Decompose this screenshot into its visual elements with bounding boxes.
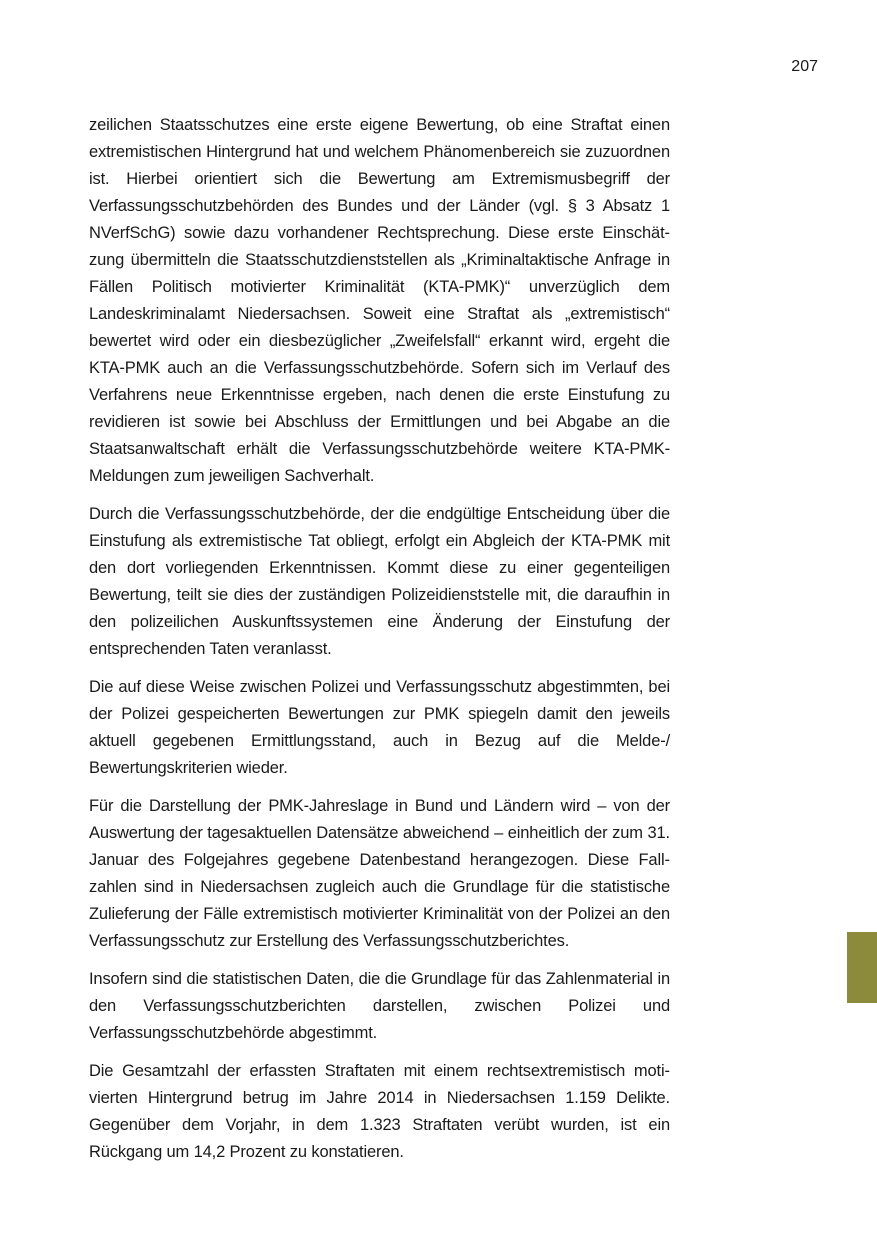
paragraph-3: Die auf diese Weise zwischen Polizei und Verfassungsschutz abgestimmten, bei der Polizei gespeicherten Bewertungen zur PMK spiegeln damit den jeweils aktuell gegebenen Ermittlungsstand, auch in Bezug auf die Melde-/ Bewertungskriterien wieder. [89, 678, 670, 777]
paragraph-1: zeilichen Staatsschutzes eine erste eigene Bewertung, ob eine Straftat einen extremistischen Hintergrund hat und welchem Phänomenbereich sie zuzuordnen ist. Hierbei orientiert sich die Bewertung am Extremismusbegriff der Verfassungsschutzbehörden des Bundes und der Länder (vgl. § 3 Absatz 1 NVerfSchG) sowie dazu vorhandener Rechtsprechung. Diese erste Einschätzung übermitteln die Staatsschutzdienststellen als „Kriminaltaktische Anfrage in Fällen Politisch motivierter Kriminalität (KTA-PMK)“ unverzüglich dem Landeskriminalamt Niedersachsen. Soweit eine Straftat als „extremistisch“ bewertet wird oder ein diesbezüglicher „Zweifelsfall“ erkannt wird, ergeht die KTA-PMK auch an die Verfassungsschutzbehörde. Sofern sich im Verlauf des Verfahrens neue Erkenntnisse ergeben, nach denen die erste Einstufung zu revidieren ist sowie bei Abschluss der Ermittlungen und bei Abgabe an die Staatsanwaltschaft erhält die Verfassungsschutzbehörde weitere KTA-PMK-Meldungen zum jeweiligen Sachverhalt. [89, 116, 670, 485]
page-number: 207 [791, 58, 818, 75]
paragraph-4: Für die Darstellung der PMK-Jahreslage in Bund und Ländern wird – von der Auswertung der tagesaktuellen Datensätze abweichend – einheitlich der zum 31. Januar des Folgejahres gegebene Datenbestand herangezogen. Diese Fallzahlen sind in Niedersachsen zugleich auch die Grundlage für die statistische Zulieferung der Fälle extremistisch motivierter Kriminalität von der Polizei an den Verfassungsschutz zur Erstellung des Verfassungsschutzberichtes. [89, 797, 670, 950]
paragraph-6: Die Gesamtzahl der erfassten Straftaten mit einem rechtsextremistisch motivierten Hintergrund betrug im Jahre 2014 in Niedersachsen 1.159 Delikte. Gegenüber dem Vorjahr, in dem 1.323 Straftaten verübt wurden, ist ein Rückgang um 14,2 Prozent zu konstatieren. [89, 1062, 670, 1161]
paragraph-2: Durch die Verfassungsschutzbehörde, der die endgültige Entscheidung über die Einstufung als extremistische Tat obliegt, erfolgt ein Abgleich der KTA-PMK mit den dort vorliegenden Erkenntnissen. Kommt diese zu einer gegenteiligen Bewertung, teilt sie dies der zuständigen Polizeidienststelle mit, die daraufhin in den polizeilichen Auskunftssystemen eine Änderung der Einstufung der entsprechenden Taten veranlasst. [89, 505, 670, 658]
paragraph-5: Insofern sind die statistischen Daten, die die Grundlage für das Zahlenmaterial in den Verfassungsschutzberichten darstellen, zwischen Polizei und Verfassungsschutzbehörde abgestimmt. [89, 970, 670, 1042]
chapter-thumb-tab [847, 932, 877, 1003]
body-text [89, 112, 670, 1177]
